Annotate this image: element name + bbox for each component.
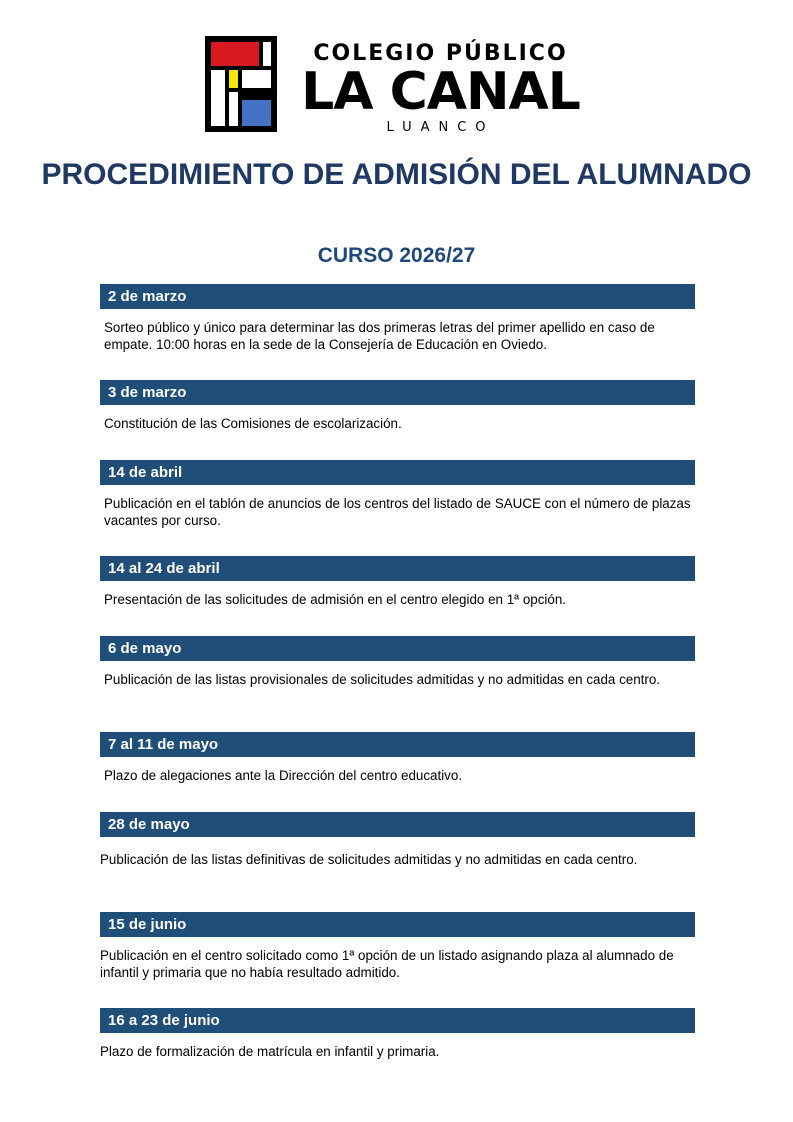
school-logo (205, 36, 592, 136)
section-date-header: 28 de mayo (100, 812, 695, 837)
logo-town: LUANCO (386, 120, 495, 135)
section-description: Presentación de las solicitudes de admisión en el centro elegido en 1ª opción. (104, 592, 567, 607)
logo-school-name: LA CANAL (301, 62, 580, 122)
logo-school-type: COLEGIO PÚBLICO (313, 41, 568, 66)
section-date-header: 3 de marzo (100, 380, 695, 405)
section-description: Publicación de las listas provisionales de solicitudes admitidas y no admitidas en cada centro. (104, 672, 661, 687)
section-date-header: 2 de marzo (100, 284, 695, 309)
section-date-header: 15 de junio (100, 912, 695, 937)
course-subtitle: CURSO 2026/27 (317, 244, 476, 267)
logo-mark-icon (205, 36, 277, 132)
section-description: Publicación en el tablón de anuncios de los centros del listado de SAUCE con el número de plazas vacantes por curso. (104, 496, 691, 528)
page-title: PROCEDIMIENTO DE ADMISIÓN DEL ALUMNADO (41, 158, 752, 191)
section-description: Publicación en el centro solicitado como 1ª opción de un listado asignando plaza al alumnado de infantil y primaria que no había resultado admitido. (100, 948, 674, 980)
section-date-header: 6 de mayo (100, 636, 695, 661)
section-date-header: 7 al 11 de mayo (100, 732, 695, 757)
logo-wordmark (289, 36, 592, 136)
section-description: Plazo de alegaciones ante la Dirección del centro educativo. (104, 768, 463, 783)
section-date-header: 14 de abril (100, 460, 695, 485)
section-description: Plazo de formalización de matrícula en infantil y primaria. (100, 1044, 440, 1059)
section-description: Sorteo público y único para determinar las dos primeras letras del primer apellido en caso de empate. 10:00 horas en la sede de la Consejería de Educación en Oviedo. (104, 320, 655, 352)
section-date-header: 16 a 23 de junio (100, 1008, 695, 1033)
section-date-header: 14 al 24 de abril (100, 556, 695, 581)
section-description: Constitución de las Comisiones de escolarización. (104, 416, 402, 431)
section-description: Publicación de las listas definitivas de solicitudes admitidas y no admitidas en cada centro. (100, 852, 638, 867)
